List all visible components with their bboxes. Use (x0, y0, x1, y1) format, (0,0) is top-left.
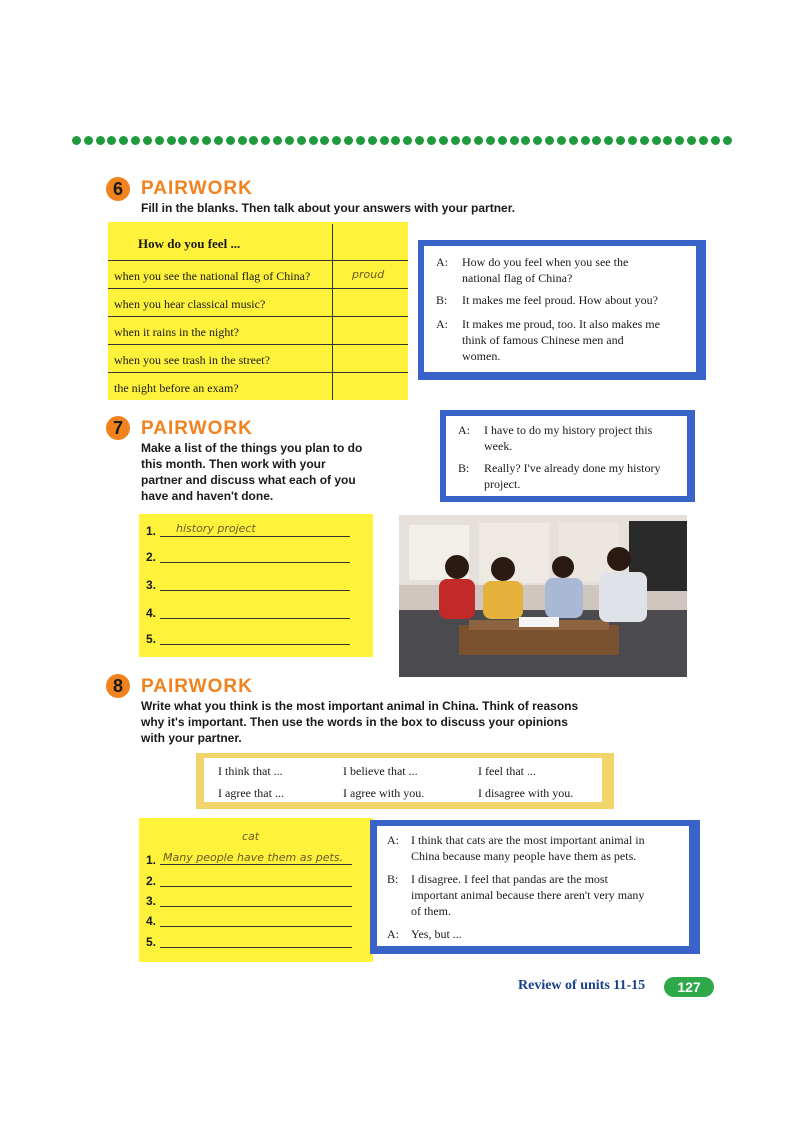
list-number: 3. (146, 894, 157, 908)
rule-dot (190, 136, 199, 145)
table-question: when you see trash in the street? (114, 353, 270, 367)
dialogue-line (387, 926, 687, 944)
table-row (108, 288, 408, 317)
rule-dot (143, 136, 152, 145)
rule-dot (261, 136, 270, 145)
dialogue-text: project. (484, 477, 521, 491)
rule-dot (723, 136, 732, 145)
dialogue-text: It makes me proud, too. It also makes me (462, 317, 660, 331)
rule-dot (533, 136, 542, 145)
list-number: 1. (146, 853, 157, 867)
rule-dot (498, 136, 507, 145)
dialogue-text: How do you feel when you see the (462, 255, 629, 269)
phrase: I feel that ... (478, 764, 536, 778)
rule-dot (628, 136, 637, 145)
speaker-label: A: (458, 423, 470, 437)
table-row (108, 372, 408, 401)
rule-dot (652, 136, 661, 145)
rule-dot (687, 136, 696, 145)
phrase: I disagree with you. (478, 786, 574, 800)
rule-dot (202, 136, 211, 145)
footer-label: Review of units 11-15 (518, 978, 646, 993)
rule-dot (368, 136, 377, 145)
dialogue-text: Yes, but ... (411, 927, 462, 941)
rule-dot (427, 136, 436, 145)
rule-dot (616, 136, 625, 145)
phrase: I believe that ... (343, 764, 418, 778)
answer-line (160, 536, 350, 537)
dialogue-text: I have to do my history project this (484, 423, 653, 437)
dialogue-text: women. (462, 349, 501, 363)
answer-line[interactable] (160, 886, 352, 887)
rule-dot (604, 136, 613, 145)
rule-dot (545, 136, 554, 145)
table-header-row (108, 224, 408, 254)
section-7-number: 7 (106, 416, 130, 440)
rule-dot (273, 136, 282, 145)
speaker-label: B: (436, 293, 448, 307)
phrase: I think that ... (218, 764, 283, 778)
rule-dot (297, 136, 306, 145)
answer-line[interactable] (160, 590, 350, 591)
rule-dot (249, 136, 258, 145)
rule-dot (640, 136, 649, 145)
dialogue-line (436, 292, 696, 310)
rule-dot (96, 136, 105, 145)
section-8-instruction-line: Write what you think is the most important animal in China. Think of reasons (141, 699, 579, 713)
rule-dot (107, 136, 116, 145)
feelings-table (108, 224, 408, 400)
speaker-label: B: (387, 872, 399, 886)
dialogue-text: week. (484, 439, 513, 453)
list-number: 5. (146, 632, 157, 646)
rule-dot (84, 136, 93, 145)
rule-dot (403, 136, 412, 145)
answer-line[interactable] (160, 618, 350, 619)
table-question: when you see the national flag of China? (114, 269, 311, 283)
rule-dot (675, 136, 684, 145)
rule-dot (581, 136, 590, 145)
rule-dot (72, 136, 81, 145)
table-row (108, 316, 408, 345)
rule-dot (320, 136, 329, 145)
dialogue-text: China because many people have them as pets. (411, 849, 637, 863)
rule-dot (711, 136, 720, 145)
students-photo (399, 515, 687, 677)
section-7-instruction-line: have and haven't done. (141, 489, 274, 503)
answer-line[interactable] (160, 562, 350, 563)
phrase: I agree that ... (218, 786, 284, 800)
speaker-label: A: (387, 927, 399, 941)
rule-dot (699, 136, 708, 145)
rule-dot (521, 136, 530, 145)
dialogue-line (387, 871, 687, 921)
table-answer[interactable]: proud (352, 268, 385, 281)
dialogue-text: think of famous Chinese men and (462, 333, 624, 347)
answer-line (160, 864, 352, 865)
section-6-number: 6 (106, 177, 130, 201)
list-number: 4. (146, 914, 157, 928)
table-question: when you hear classical music? (114, 297, 266, 311)
list-number: 2. (146, 874, 157, 888)
section-8-title: PAIRWORK (141, 676, 253, 697)
dotted-rule (72, 134, 732, 146)
students-photo-graphic (399, 515, 687, 677)
answer-line[interactable] (160, 926, 352, 927)
table-header: How do you feel ... (138, 236, 241, 251)
section-7-instruction-line: this month. Then work with your (141, 457, 326, 471)
rule-dot (155, 136, 164, 145)
list-number: 1. (146, 524, 157, 538)
section-7-title: PAIRWORK (141, 418, 253, 439)
reason-entry[interactable]: Many people have them as pets. (163, 851, 344, 864)
rule-dot (592, 136, 601, 145)
answer-line[interactable] (160, 947, 352, 948)
dialogue-line (458, 422, 688, 456)
list-number: 5. (146, 935, 157, 949)
rule-dot (119, 136, 128, 145)
rule-dot (486, 136, 495, 145)
section-8-instruction-line: with your partner. (141, 731, 242, 745)
rule-dot (285, 136, 294, 145)
animal-answer[interactable]: cat (242, 830, 260, 843)
rule-dot (238, 136, 247, 145)
rule-dot (167, 136, 176, 145)
phrase: I agree with you. (343, 786, 425, 800)
rule-dot (569, 136, 578, 145)
page-number: 127 (664, 977, 714, 997)
rule-dot (332, 136, 341, 145)
table-question: the night before an exam? (114, 381, 239, 395)
list-number: 3. (146, 578, 157, 592)
rule-dot (439, 136, 448, 145)
speaker-label: A: (436, 317, 448, 331)
answer-line[interactable] (160, 906, 352, 907)
rule-dot (309, 136, 318, 145)
rule-dot (226, 136, 235, 145)
speaker-label: A: (387, 833, 399, 847)
dialogue-line (436, 254, 696, 288)
table-row (108, 260, 408, 289)
section-8-instruction-line: why it's important. Then use the words in the box to discuss your opinions (141, 715, 568, 729)
dialogue-text: Really? I've already done my history (484, 461, 661, 475)
answer-line[interactable] (160, 644, 350, 645)
table-row (108, 344, 408, 373)
list-number: 2. (146, 550, 157, 564)
dialogue-text: I think that cats are the most important animal in (411, 833, 645, 847)
dialogue-text: of them. (411, 904, 451, 918)
section-7-instruction-line: Make a list of the things you plan to do (141, 441, 363, 455)
dialogue-text: It makes me feel proud. How about you? (462, 293, 658, 307)
rule-dot (131, 136, 140, 145)
section-6-title: PAIRWORK (141, 178, 253, 199)
rule-dot (510, 136, 519, 145)
rule-dot (356, 136, 365, 145)
dialogue-text: national flag of China? (462, 271, 573, 285)
rule-dot (462, 136, 471, 145)
rule-dot (344, 136, 353, 145)
list-entry[interactable]: history project (176, 522, 256, 535)
speaker-label: A: (436, 255, 448, 269)
rule-dot (214, 136, 223, 145)
section-8-number: 8 (106, 674, 130, 698)
rule-dot (415, 136, 424, 145)
rule-dot (178, 136, 187, 145)
dialogue-line (436, 316, 696, 366)
dialogue-text: important animal because there aren't very many (411, 888, 645, 902)
rule-dot (557, 136, 566, 145)
section-6-instruction: Fill in the blanks. Then talk about your answers with your partner. (141, 201, 516, 215)
rule-dot (663, 136, 672, 145)
rule-dot (391, 136, 400, 145)
list-number: 4. (146, 606, 157, 620)
rule-dot (451, 136, 460, 145)
dialogue-line (458, 460, 688, 494)
dialogue-line (387, 832, 687, 866)
speaker-label: B: (458, 461, 470, 475)
dialogue-text: I disagree. I feel that pandas are the most (411, 872, 608, 886)
rule-dot (474, 136, 483, 145)
rule-dot (380, 136, 389, 145)
table-question: when it rains in the night? (114, 325, 239, 339)
section-7-instruction-line: partner and discuss what each of you (141, 473, 356, 487)
